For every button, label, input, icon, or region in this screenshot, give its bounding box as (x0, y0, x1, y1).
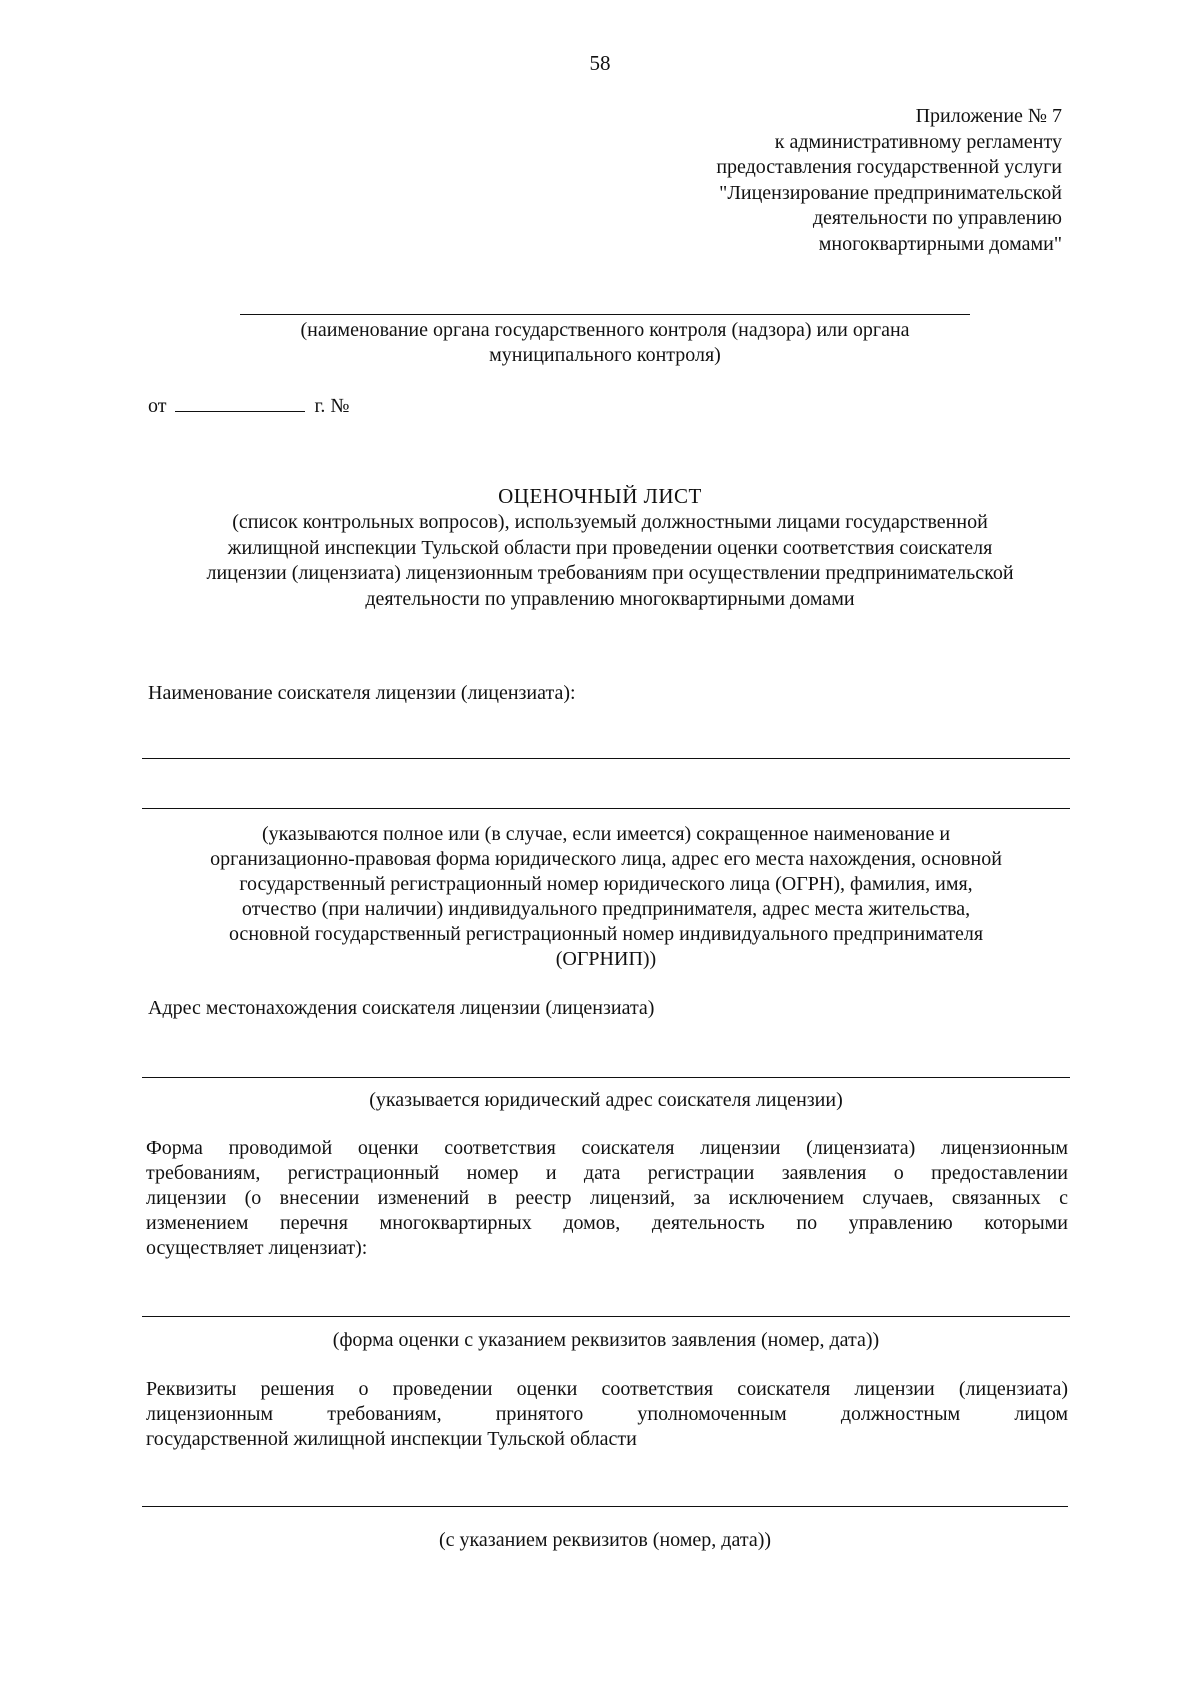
document-title: ОЦЕНОЧНЫЙ ЛИСТ (498, 484, 702, 508)
appendix-line: многоквартирными домами" (818, 232, 1062, 255)
date-number-row (148, 393, 350, 419)
caption-line: (ОГРНИП)) (555, 948, 657, 970)
authority-caption-line: муниципального контроля) (489, 344, 721, 366)
paragraph-line: осуществляет лицензиат): (146, 1237, 368, 1259)
appendix-header (716, 104, 1062, 258)
caption-line: основной государственный регистрационный номер индивидуального предпринимателя (228, 923, 984, 945)
applicant-address-caption: (указывается юридический адрес соискателя лицензии) (369, 1089, 843, 1111)
applicant-name-label: Наименование соискателя лицензии (лицензиата): (148, 682, 576, 704)
authority-caption (150, 318, 1060, 368)
caption-line: государственный регистрационный номер юридического лица (ОГРН), фамилия, имя, (239, 873, 973, 895)
appendix-line: "Лицензирование предпринимательской (719, 181, 1062, 204)
page-number: 58 (589, 51, 611, 75)
appendix-line: Приложение № 7 (915, 105, 1062, 127)
paragraph-line: лицензии (о внесении изменений в реестр лицензий, за исключением случаев, связанных с (146, 1187, 1068, 1209)
decision-details-paragraph (146, 1377, 1068, 1452)
appendix-line: к административному регламенту (774, 130, 1062, 153)
decision-details-line (142, 1506, 1068, 1507)
caption-line: отчество (при наличии) индивидуального предпринимателя, адрес места жительства, (241, 898, 971, 920)
subtitle-line: деятельности по управлению многоквартирными домами (365, 587, 855, 610)
subtitle-line: лицензии (лицензиата) лицензионным требованиям при осуществлении предпринимательской (206, 562, 1014, 584)
paragraph-line: Форма проводимой оценки соответствия соискателя лицензии (лицензиата) лицензионным (146, 1137, 1068, 1159)
authority-caption-line: (наименование органа государственного контроля (надзора) или органа (300, 319, 910, 341)
subtitle-line: (список контрольных вопросов), используемый должностными лицами государственной (232, 511, 988, 533)
date-blank-field (175, 393, 305, 412)
assessment-form-line (142, 1316, 1070, 1317)
decision-details-caption: (с указанием реквизитов (номер, дата)) (438, 1529, 772, 1551)
paragraph-line: лицензионным требованиям, принятого уполномоченным должностным лицом (146, 1403, 1068, 1425)
date-suffix: г. № (314, 395, 350, 417)
assessment-form-paragraph (146, 1136, 1068, 1261)
paragraph-line: Реквизиты решения о проведении оценки соответствия соискателя лицензии (лицензиата) (146, 1378, 1068, 1400)
authority-name-line (240, 314, 970, 315)
applicant-name-caption (142, 822, 1070, 972)
applicant-name-line-1 (142, 758, 1070, 759)
paragraph-line: изменением перечня многоквартирных домов, деятельность по управлению которыми (146, 1212, 1068, 1234)
applicant-address-line (142, 1077, 1070, 1078)
paragraph-line: требованиям, регистрационный номер и дата регистрации заявления о предоставлении (146, 1162, 1068, 1184)
applicant-address-label: Адрес местонахождения соискателя лицензии (лицензиата) (148, 997, 655, 1019)
caption-line: (указываются полное или (в случае, если имеется) сокращенное наименование и (261, 823, 951, 845)
date-prefix: от (148, 395, 167, 417)
document-subtitle (140, 510, 1080, 612)
subtitle-line: жилищной инспекции Тульской области при проведении оценки соответствия соискателя (227, 536, 993, 559)
assessment-form-caption: (форма оценки с указанием реквизитов заявления (номер, дата)) (332, 1329, 880, 1351)
appendix-line: деятельности по управлению (812, 207, 1062, 230)
appendix-line: предоставления государственной услуги (716, 156, 1062, 179)
applicant-name-line-2 (142, 808, 1070, 809)
caption-line: организационно-правовая форма юридического лица, адрес его места нахождения, основной (210, 848, 1002, 870)
paragraph-line: государственной жилищной инспекции Тульской области (146, 1428, 637, 1450)
